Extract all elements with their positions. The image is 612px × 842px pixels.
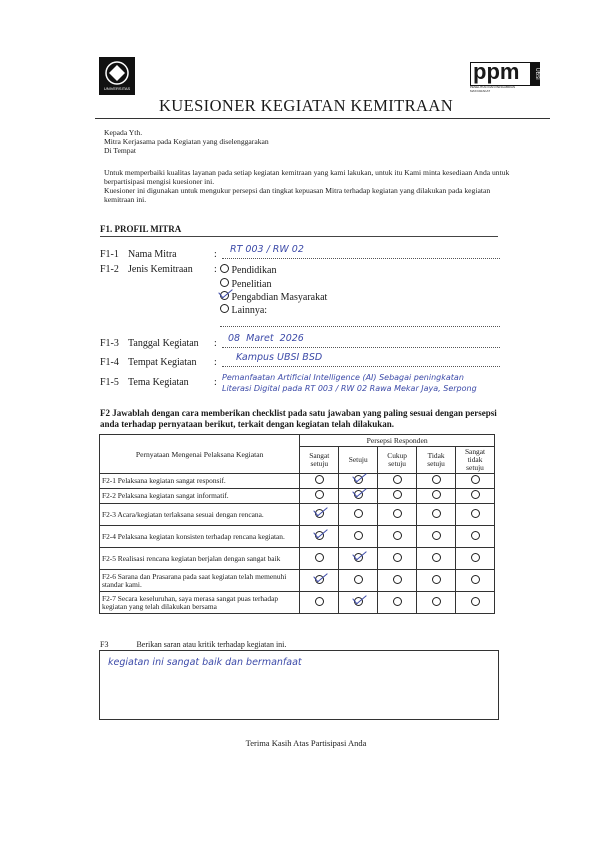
answer-radio-cell[interactable] <box>456 474 495 489</box>
f1-2-code: F1-2 <box>100 264 119 275</box>
colon: : <box>214 377 217 388</box>
answer-radio-cell[interactable] <box>456 592 495 614</box>
radio-icon <box>393 597 402 606</box>
answer-radio-cell[interactable] <box>456 548 495 570</box>
answer-radio-cell[interactable] <box>300 570 339 592</box>
statement-cell: F2-2 Pelaksana kegiatan sangat informatif. <box>100 489 300 504</box>
radio-icon <box>432 575 441 584</box>
statement-cell: F2-6 Sarana dan Prasarana pada saat kegiatan telah memenuhi standar kami. <box>100 570 300 592</box>
f1-5-label: Tema Kegiatan <box>128 377 189 388</box>
radio-icon <box>393 475 402 484</box>
tanggal-field[interactable] <box>222 334 500 348</box>
f1-1-label: Nama Mitra <box>128 249 177 260</box>
intro-paragraph: Untuk memperbaiki kualitas layanan pada setiap kegiatan kemitraan yang kami lakukan, untuk itu Kami minta kesediaan Anda untuk berpartisipasi mengisi kuesioner ini. <box>104 168 510 186</box>
recipient-block <box>104 128 464 155</box>
f3-label: Berikan saran atau kritik terhadap kegiatan ini. <box>136 640 287 649</box>
radio-icon <box>220 264 229 273</box>
answer-radio-cell[interactable] <box>339 489 378 504</box>
radio-icon <box>471 490 480 499</box>
option-label: Lainnya: <box>231 305 268 316</box>
answer-radio-cell[interactable] <box>417 548 456 570</box>
tempat-field[interactable] <box>222 353 500 367</box>
radio-icon <box>471 553 480 562</box>
answer-radio-cell[interactable] <box>456 570 495 592</box>
recipient-line: Mitra Kerjasama pada Kegiatan yang diselenggarakan <box>104 137 269 146</box>
answer-radio-cell[interactable] <box>300 548 339 570</box>
intro-paragraph: Kuesioner ini digunakan untuk mengukur persepsi dan tingkat kepuasan Mitra terhadap kegiatan yang dilakukan pada kegiatan kemitraan ini. <box>104 186 491 204</box>
answer-radio-cell[interactable] <box>456 504 495 526</box>
f3-prompt <box>100 640 286 649</box>
answer-radio-cell[interactable] <box>417 526 456 548</box>
tema-value-line: Pemanfaatan Artificial Intelligence (AI) Sebagai peningkatan <box>222 373 464 382</box>
radio-icon-checked <box>354 490 363 499</box>
f1-4-label: Tempat Kegiatan <box>128 357 197 368</box>
radio-icon <box>354 575 363 584</box>
radio-icon <box>471 531 480 540</box>
option-pendidikan[interactable] <box>220 264 277 276</box>
radio-icon-checked <box>315 575 324 584</box>
perception-group-header: Persepsi Responden <box>300 435 495 447</box>
answer-radio-cell[interactable] <box>378 592 417 614</box>
answer-radio-cell[interactable] <box>456 489 495 504</box>
radio-icon-checked <box>220 291 229 300</box>
radio-icon <box>432 475 441 484</box>
university-logo-caption: UNIVERSITAS <box>103 86 131 91</box>
scale-header: Cukup setuju <box>378 447 417 474</box>
table-row <box>100 570 495 592</box>
intro-text <box>104 168 514 204</box>
nama-mitra-field[interactable] <box>222 245 500 259</box>
answer-radio-cell[interactable] <box>339 526 378 548</box>
answer-radio-cell[interactable] <box>417 474 456 489</box>
table-row <box>100 504 495 526</box>
section-f2-heading: F2 Jawablah dengan cara memberikan checklist pada satu jawaban yang paling sesuai dengan persepsi anda terhadap pernyataan berikut, terkait dengan kegiatan telah dilakukan. <box>100 408 497 429</box>
statement-column-header: Pernyataan Mengenai Pelaksana Kegiatan <box>100 435 300 474</box>
answer-radio-cell[interactable] <box>417 489 456 504</box>
tempat-value: Kampus UBSI BSD <box>236 352 323 363</box>
university-logo <box>98 56 136 96</box>
option-lainnya[interactable] <box>220 304 267 316</box>
recipient-line: Kepada Yth. <box>104 128 143 137</box>
ppm-logo-side: UBSI <box>530 62 540 86</box>
ppm-logo-caption: PENELITIAN DAN PENGABDIAN MASYARAKAT <box>470 85 516 93</box>
radio-icon <box>393 575 402 584</box>
answer-radio-cell[interactable] <box>300 474 339 489</box>
section-divider <box>100 236 498 237</box>
tema-field[interactable] <box>222 372 552 402</box>
radio-icon <box>432 490 441 499</box>
radio-icon <box>471 597 480 606</box>
colon: : <box>214 357 217 368</box>
radio-icon <box>432 509 441 518</box>
section-f1-heading: F1. PROFIL MITRA <box>100 224 182 234</box>
suggestion-textarea[interactable] <box>99 650 499 720</box>
statement-cell: F2-3 Acara/kegiatan terlaksana sesuai dengan rencana. <box>100 504 300 526</box>
answer-radio-cell[interactable] <box>300 526 339 548</box>
radio-icon <box>471 575 480 584</box>
answer-radio-cell[interactable] <box>378 526 417 548</box>
title-divider <box>95 118 550 119</box>
tema-value-line: Literasi Digital pada RT 003 / RW 02 Rawa Mekar Jaya, Serpong <box>222 384 477 393</box>
scale-header: Tidak setuju <box>417 447 456 474</box>
option-label: Pengabdian Masyarakat <box>231 292 328 303</box>
f1-3-code: F1-3 <box>100 338 119 349</box>
answer-radio-cell[interactable] <box>417 592 456 614</box>
ppm-logo <box>470 59 542 94</box>
tanggal-value: 08 Maret 2026 <box>228 333 304 344</box>
statement-cell: F2-5 Realisasi rencana kegiatan berjalan dengan sangat baik <box>100 548 300 570</box>
table-row <box>100 592 495 614</box>
answer-radio-cell[interactable] <box>339 592 378 614</box>
table-row <box>100 548 495 570</box>
f1-4-code: F1-4 <box>100 357 119 368</box>
answer-radio-cell[interactable] <box>378 474 417 489</box>
colon: : <box>214 264 217 275</box>
radio-icon <box>471 509 480 518</box>
answer-radio-cell[interactable] <box>339 548 378 570</box>
f1-3-label: Tanggal Kegiatan <box>128 338 199 349</box>
radio-icon-checked <box>354 597 363 606</box>
answer-radio-cell[interactable] <box>300 489 339 504</box>
radio-icon <box>354 531 363 540</box>
table-row <box>100 489 495 504</box>
answer-radio-cell[interactable] <box>300 592 339 614</box>
recipient-line: Di Tempat <box>104 146 137 155</box>
f3-code: F3 <box>100 640 109 649</box>
answer-radio-cell[interactable] <box>456 526 495 548</box>
answer-radio-cell[interactable] <box>339 504 378 526</box>
scale-header: Setuju <box>339 447 378 474</box>
radio-icon <box>432 531 441 540</box>
suggestion-value: kegiatan ini sangat baik dan bermanfaat <box>108 657 302 668</box>
statement-cell: F2-4 Pelaksana kegiatan konsisten terhadap rencana kegiatan. <box>100 526 300 548</box>
radio-icon <box>393 531 402 540</box>
radio-icon <box>432 597 441 606</box>
lainnya-field[interactable] <box>220 318 500 327</box>
radio-icon-checked <box>354 553 363 562</box>
page-title: KUESIONER KEGIATAN KEMITRAAN <box>158 96 454 115</box>
option-pengabdian[interactable] <box>220 291 327 303</box>
perception-table-body <box>100 474 495 614</box>
answer-radio-cell[interactable] <box>339 570 378 592</box>
option-label: Pendidikan <box>231 265 277 276</box>
table-row <box>100 526 495 548</box>
perception-table <box>99 434 495 614</box>
scale-header: Sangat setuju <box>300 447 339 474</box>
ppm-logo-text: ppm <box>473 59 520 84</box>
answer-radio-cell[interactable] <box>300 504 339 526</box>
f1-5-code: F1-5 <box>100 377 119 388</box>
radio-icon <box>315 490 324 499</box>
f1-2-label: Jenis Kemitraan <box>128 264 193 275</box>
colon: : <box>214 338 217 349</box>
f1-1-code: F1-1 <box>100 249 119 260</box>
statement-cell: F2-1 Pelaksana kegiatan sangat responsif. <box>100 474 300 489</box>
table-row <box>100 474 495 489</box>
statement-cell: F2-7 Secara keseluruhan, saya merasa sangat puas terhadap kegiatan yang telah dilakukan bersama <box>100 592 300 614</box>
option-label: Penelitian <box>231 279 272 290</box>
radio-icon <box>393 553 402 562</box>
answer-radio-cell[interactable] <box>378 570 417 592</box>
radio-icon <box>354 509 363 518</box>
radio-icon-checked <box>315 509 324 518</box>
radio-icon <box>393 490 402 499</box>
answer-radio-cell[interactable] <box>378 548 417 570</box>
answer-radio-cell[interactable] <box>378 504 417 526</box>
radio-icon <box>393 509 402 518</box>
radio-icon-checked <box>315 531 324 540</box>
nama-mitra-value: RT 003 / RW 02 <box>230 244 304 255</box>
thank-you-note: Terima Kasih Atas Partisipasi Anda <box>245 738 367 748</box>
radio-icon <box>220 304 229 313</box>
colon: : <box>214 249 217 260</box>
scale-header: Sangat tidak setuju <box>456 447 495 474</box>
radio-icon <box>432 553 441 562</box>
radio-icon <box>315 475 324 484</box>
radio-icon <box>315 597 324 606</box>
radio-icon <box>315 553 324 562</box>
answer-radio-cell[interactable] <box>417 570 456 592</box>
answer-radio-cell[interactable] <box>417 504 456 526</box>
answer-radio-cell[interactable] <box>378 489 417 504</box>
radio-icon <box>471 475 480 484</box>
